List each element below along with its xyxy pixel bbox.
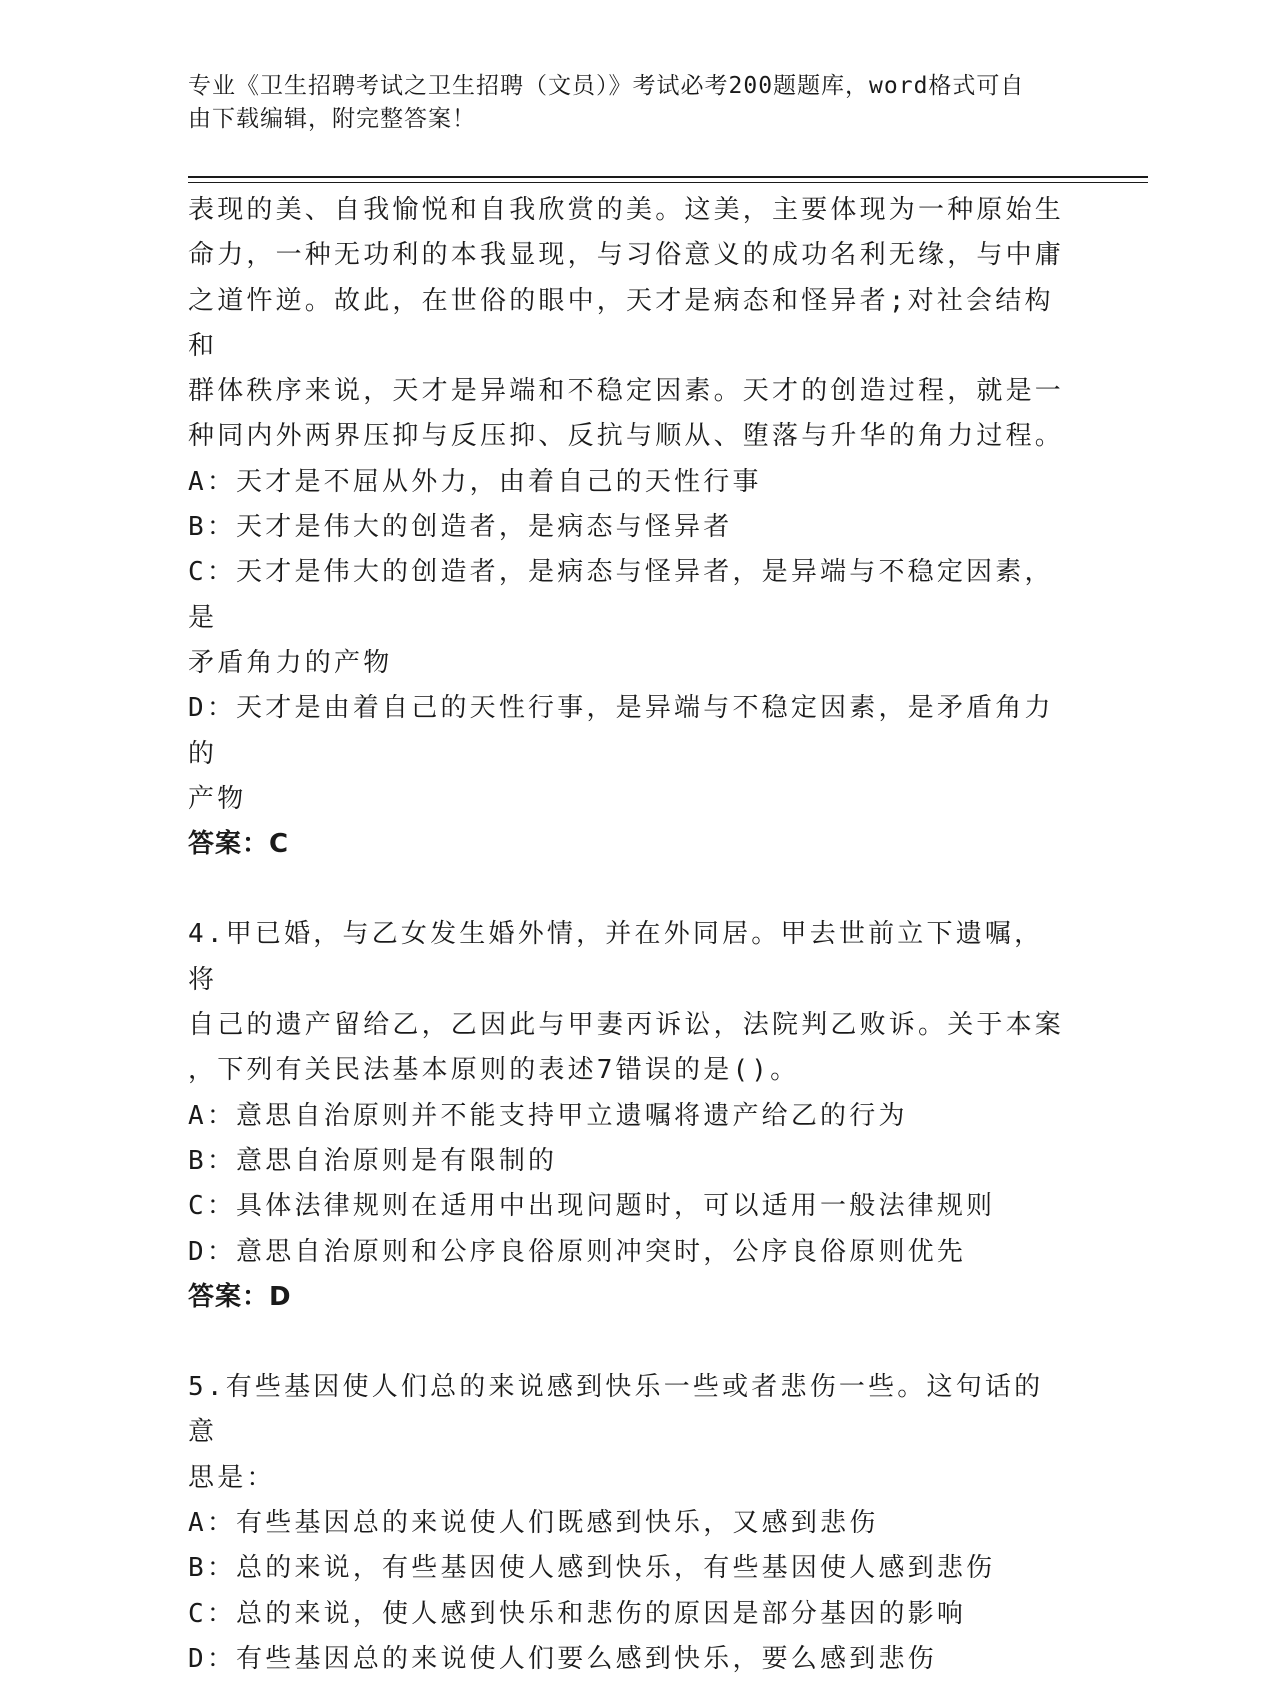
- spacer: [188, 1320, 1068, 1365]
- option-d: D：天才是由着自己的天性行事，是异端与不稳定因素，是矛盾角力的: [188, 693, 1054, 769]
- answer: 答案：D: [188, 1281, 292, 1312]
- option-a: A：有些基因总的来说使人们既感到快乐，又感到悲伤: [188, 1508, 879, 1539]
- question-stem-line: 表现的美、自我愉悦和自我欣赏的美。这美，主要体现为一种原始生: [188, 195, 1065, 225]
- question-stem-line: 思是：: [188, 1462, 276, 1493]
- question-4: [188, 912, 1068, 1320]
- header-divider-thick: [188, 176, 1148, 178]
- spacer: [188, 867, 1068, 912]
- document-header: [188, 70, 1068, 136]
- question-stem-line: 群体秩序来说，天才是异端和不稳定因素。天才的创造过程，就是一: [188, 376, 1065, 407]
- option-d: D：意思自治原则和公序良俗原则冲突时，公序良俗原则优先: [188, 1236, 967, 1267]
- option-b: B：意思自治原则是有限制的: [188, 1145, 558, 1176]
- option-a: A：意思自治原则并不能支持甲立遗嘱将遗产给乙的行为: [188, 1100, 908, 1131]
- option-b: B：总的来说，有些基因使人感到快乐，有些基因使人感到悲伤: [188, 1553, 996, 1584]
- option-a: A：天才是不屈从外力，由着自己的天性行事: [188, 466, 762, 497]
- document-body: [188, 188, 1068, 1682]
- question-stem-line: 命力，一种无功利的本我显现，与习俗意义的成功名利无缘，与中庸: [188, 240, 1065, 271]
- option-c: C：总的来说，使人感到快乐和悲伤的原因是部分基因的影响: [188, 1598, 967, 1629]
- answer: 答案：C: [188, 829, 290, 860]
- question-5: [188, 1365, 1068, 1682]
- header-line: 专业《卫生招聘考试之卫生招聘（文员）》考试必考200题题库，word格式可自: [188, 73, 1025, 99]
- option-d-continued: 产物: [188, 783, 247, 814]
- question-stem-line: 种同内外两界压抑与反压抑、反抗与顺从、堕落与升华的角力过程。: [188, 421, 1065, 452]
- question-stem-line: ，下列有关民法基本原则的表述7错误的是()。: [188, 1055, 800, 1086]
- question-stem-line: 4.甲已婚，与乙女发生婚外情，并在外同居。甲去世前立下遗嘱，将: [188, 919, 1044, 995]
- question-stem-line: 自己的遗产留给乙，乙因此与甲妻丙诉讼，法院判乙败诉。关于本案: [188, 1010, 1065, 1041]
- option-c-continued: 矛盾角力的产物: [188, 647, 393, 678]
- header-divider-thin: [188, 182, 1148, 183]
- question-stem-line: 之道忤逆。故此，在世俗的眼中，天才是病态和怪异者;对社会结构和: [188, 285, 1054, 361]
- option-c: C：具体法律规则在适用中出现问题时，可以适用一般法律规则: [188, 1191, 996, 1222]
- header-line: 由下载编辑，附完整答案！: [188, 106, 476, 132]
- question-3: [188, 188, 1068, 867]
- question-stem-line: 5.有些基因使人们总的来说感到快乐一些或者悲伤一些。这句话的意: [188, 1372, 1044, 1448]
- option-d: D：有些基因总的来说使人们要么感到快乐，要么感到悲伤: [188, 1643, 937, 1674]
- option-b: B：天才是伟大的创造者，是病态与怪异者: [188, 512, 733, 543]
- option-c: C：天才是伟大的创造者，是病态与怪异者，是异端与不稳定因素，是: [188, 557, 1054, 633]
